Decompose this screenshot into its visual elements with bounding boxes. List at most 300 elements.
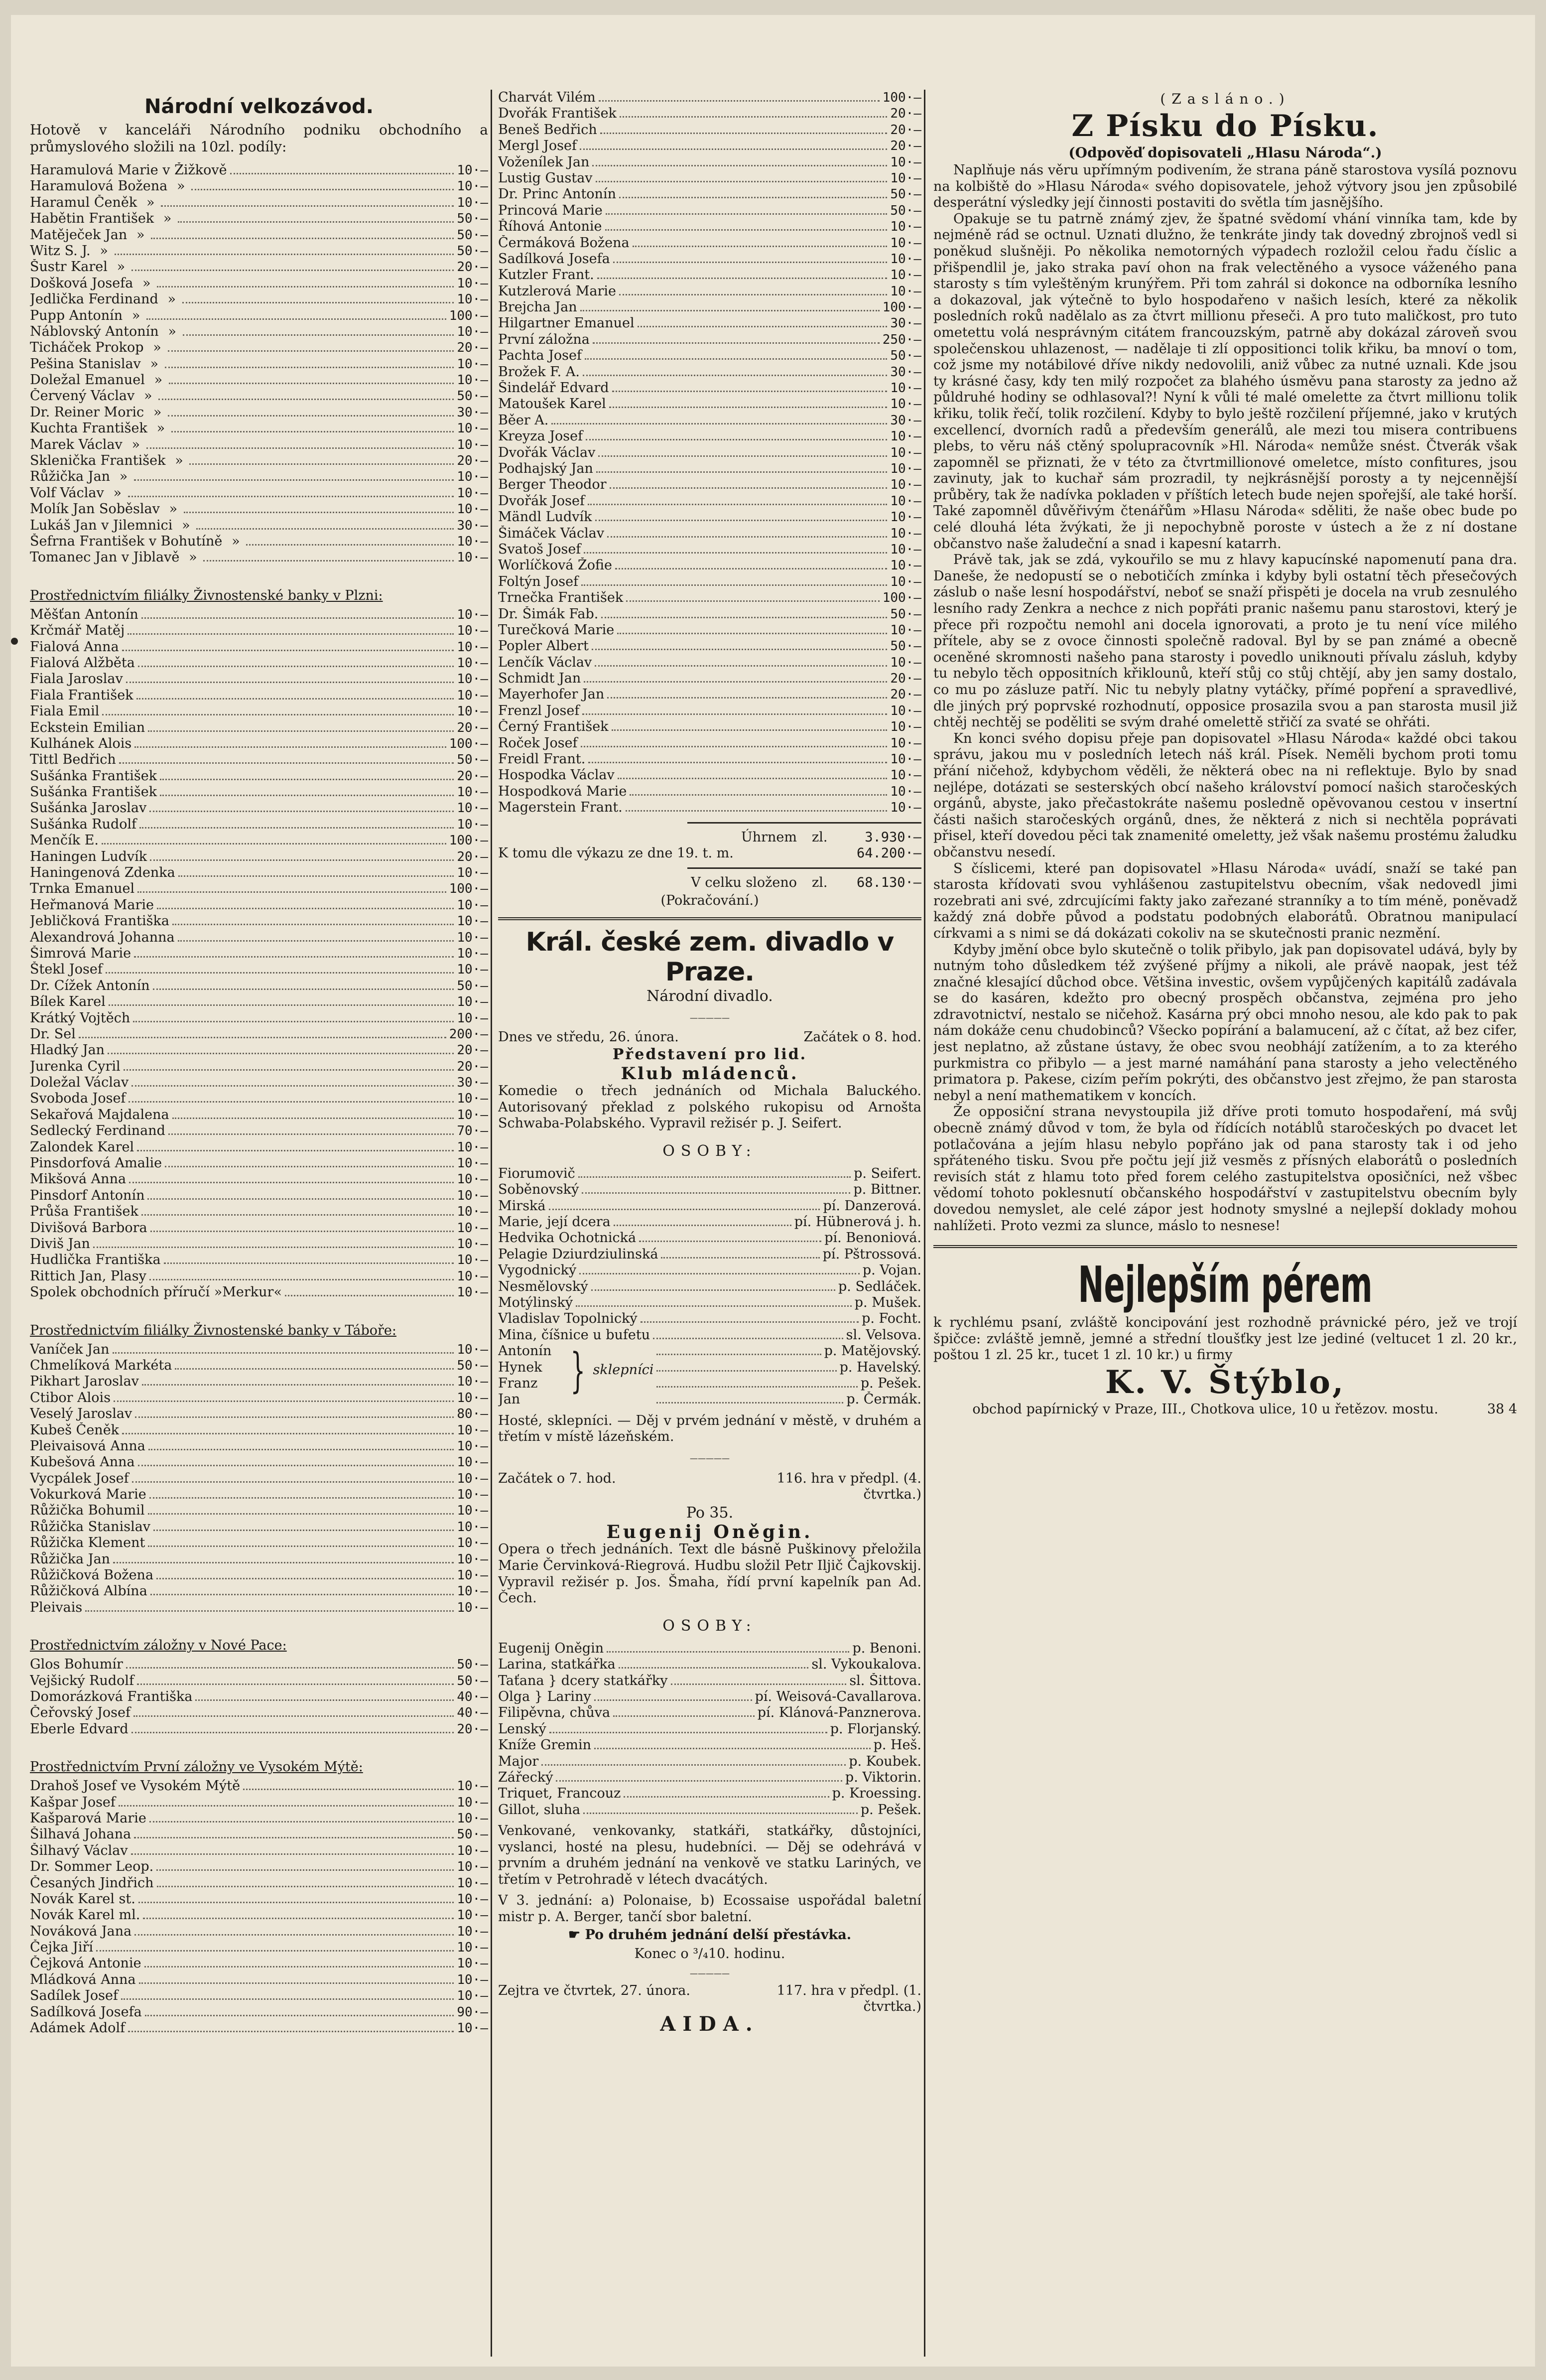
actor-name: p. Mušek. <box>854 1295 921 1311</box>
contribution-amount: 50·— <box>457 978 488 993</box>
contributor-row <box>30 259 488 275</box>
contribution-amount: 10·— <box>890 558 921 573</box>
leader-dots <box>617 633 887 634</box>
leader-dots <box>583 375 887 376</box>
contributor-row <box>498 251 921 267</box>
contribution-amount: 10·— <box>457 1139 488 1155</box>
contributor-name: Hospodková Marie <box>498 783 627 799</box>
contributor-name: Charvát Vilém <box>498 90 596 105</box>
contributor-name: Průša František <box>30 1204 138 1220</box>
ditto-mark: » <box>131 307 140 323</box>
contributor-row <box>30 752 488 768</box>
contributor-name: Pachta Josef <box>498 348 582 364</box>
contributor-name: Drahoš Josef ve Vysokém Mýtě <box>30 1778 241 1794</box>
contributor-name: Pikhart Jaroslav <box>30 1374 139 1390</box>
contributor-name: Fiala Jaroslav <box>30 671 123 687</box>
contributor-row <box>30 1583 488 1599</box>
contributor-name: Mikšová Anna <box>30 1171 127 1187</box>
contribution-amount: 20·— <box>890 671 921 687</box>
leader-dots <box>119 1805 454 1807</box>
role-name: Hedvika Ochotnická <box>498 1230 637 1246</box>
cast-row <box>498 1737 921 1753</box>
leader-dots <box>129 1101 454 1103</box>
sum-label: Úhrnem <box>741 829 797 845</box>
contributor-row <box>30 1123 488 1139</box>
leader-dots <box>133 1021 454 1022</box>
column-1 <box>30 15 488 2367</box>
contributor-name: Beneš Bedřich <box>498 122 597 138</box>
contribution-amount: 30·— <box>457 518 488 533</box>
leader-dots <box>285 1295 454 1296</box>
contribution-amount: 20·— <box>457 1721 488 1737</box>
leader-dots <box>119 762 454 764</box>
contribution-amount: 10·— <box>457 502 488 517</box>
contributor-row <box>30 1471 488 1487</box>
leader-dots <box>134 746 446 748</box>
contribution-amount: 10·— <box>457 865 488 881</box>
leader-dots <box>138 666 454 667</box>
role-name: Motýlinský <box>498 1295 573 1311</box>
leader-dots <box>153 1530 454 1531</box>
contribution-amount: 10·— <box>457 1438 488 1454</box>
contributor-name: Kubešová Anna <box>30 1454 135 1470</box>
contributor-name: Marek Václav <box>30 436 123 452</box>
contributor-name: Dvořák František <box>498 106 617 122</box>
ditto-mark: » <box>100 243 108 259</box>
contributor-row <box>30 865 488 881</box>
contributor-name: Růžička Jan <box>30 1551 111 1567</box>
contributor-name: Matoušek Karel <box>498 396 606 412</box>
contribution-amount: 10·— <box>890 703 921 718</box>
leader-dots <box>619 1667 809 1669</box>
ditto-mark: » <box>131 436 140 452</box>
show3-date: Zejtra ve čtvrtek, 27. února. <box>498 1982 690 1998</box>
contribution-amount: 10·— <box>457 469 488 485</box>
contributor-list <box>30 1778 488 2036</box>
contribution-amount: 10·— <box>457 1237 488 1252</box>
contribution-amount: 10·— <box>457 946 488 961</box>
contributor-row <box>30 211 488 227</box>
contributor-name: Tittl Bedřich <box>30 752 116 768</box>
contribution-amount: 50·— <box>457 1657 488 1673</box>
waiter-name: Antonín <box>498 1343 552 1359</box>
contribution-amount: 10·— <box>457 1859 488 1875</box>
leader-dots <box>581 746 888 747</box>
contribution-amount: 40·— <box>457 1689 488 1704</box>
contributor-name: Hospodka Václav <box>498 767 615 783</box>
show3-play: AIDA. <box>660 2012 760 2036</box>
contributor-name: Lenčík Václav <box>498 654 592 670</box>
contributor-name: Jedlička Ferdinand <box>30 291 158 307</box>
leader-dots <box>612 391 888 392</box>
actor-name: p. Koubek. <box>849 1753 921 1769</box>
contribution-amount: 10·— <box>890 445 921 460</box>
contributor-row <box>30 607 488 623</box>
contribution-amount: 20·— <box>890 122 921 138</box>
contribution-amount: 10·— <box>457 1924 488 1939</box>
contributor-row <box>30 1422 488 1438</box>
contributor-row <box>30 978 488 994</box>
show1-header <box>498 1029 921 1045</box>
actor-name: pí. Benoniová. <box>824 1230 921 1246</box>
previous-row <box>498 845 921 861</box>
actor-name: p. Matějovský. <box>824 1343 921 1359</box>
contributor-row <box>30 1374 488 1390</box>
contributor-name: Krátký Vojtěch <box>30 1010 130 1026</box>
leader-dots <box>580 148 887 150</box>
contributor-row <box>30 1705 488 1721</box>
contributor-name: Náblovský Antonín <box>30 323 159 339</box>
leader-dots <box>610 487 888 489</box>
waiter-name: Hynek <box>498 1359 542 1375</box>
contribution-amount: 10·— <box>457 1811 488 1826</box>
leader-dots <box>147 1198 454 1200</box>
ditto-mark: » <box>182 517 190 533</box>
contributor-row <box>30 1487 488 1503</box>
show2-note: Venkované, venkovanky, statkáři, statkářky, důstojníci, vyslanci, hosté na plesu, hudebníci. — Děj se odehrává v prvním a druhém jednání na venkově ve statku Lariných, ve třetím v Petrohradě v létech dvacátých. <box>498 1823 921 1887</box>
contributor-row <box>498 719 921 735</box>
contributor-row <box>498 574 921 590</box>
contributor-row <box>30 720 488 736</box>
contributor-row <box>498 396 921 412</box>
leader-dots <box>124 1069 454 1071</box>
contribution-amount: 10·— <box>890 735 921 751</box>
show2-end: Konec o ³/₄10. hodinu. <box>634 1946 785 1961</box>
contributor-row <box>30 1657 488 1673</box>
cast-row <box>498 1786 921 1802</box>
leader-dots <box>157 286 454 287</box>
contributor-name: Alexandrová Johanna <box>30 929 175 945</box>
leader-dots <box>160 795 454 796</box>
leader-dots <box>149 811 454 812</box>
contribution-amount: 10·— <box>457 1172 488 1187</box>
contribution-amount: 50·— <box>457 1358 488 1373</box>
waiters-group <box>498 1343 921 1408</box>
leader-dots <box>626 810 888 812</box>
leader-dots <box>178 940 454 942</box>
leader-dots <box>594 1748 871 1749</box>
actor-name: p. Benoni. <box>852 1640 921 1656</box>
article-paragraph: Že opposiční strana nevystoupila již dříve proti tomuto hospodaření, má svůj obecně známý důvod v tom, že byla od řídících notáblů staročeských po dvacet let potlačována a jejím hlasu nebylo popřáno jak od pana starosty tak i od jeho spřáteného tisku. Svou pře počtu její již vesměs z přísných elaborátů o posledních revisích stát z hlamu toto před forem celého zastupitelstva oposičníci, než všbec vědomí tohoto poklesnutí občanského hospodářství v zastupitelstvu obecním byly dovedou nemyslet, ale celé zápor jest hodnoty smyslné a nejlepší doklady mohou nahlížeti. Proto vezmi za slunce, máslo to nesnese! <box>933 1104 1517 1234</box>
continued-note: (Pokračování.) <box>660 892 759 908</box>
contribution-amount: 10·— <box>457 1519 488 1535</box>
contribution-amount: 10·— <box>457 1891 488 1907</box>
contributor-name: Glos Bohumír <box>30 1657 123 1673</box>
actor-name: pí. Danzerová. <box>823 1198 921 1214</box>
total-value: 68.130·— <box>856 875 921 891</box>
contributor-row <box>30 324 488 340</box>
contributor-row <box>30 1843 488 1859</box>
ad-address-row <box>933 1401 1517 1417</box>
short-rule: ————— <box>690 1453 730 1463</box>
contributor-name: Šimrová Marie <box>30 945 131 961</box>
theatre-title: Král. české zem. divadlo v Praze. <box>525 927 894 987</box>
contribution-amount: 10·— <box>457 2021 488 2036</box>
leader-dots <box>584 552 887 554</box>
contributor-row <box>498 445 921 461</box>
leader-dots <box>144 1966 454 1967</box>
leader-dots <box>113 1352 454 1354</box>
actor-name: p. Kroessing. <box>832 1786 921 1802</box>
contributor-name: Sušánka František <box>30 784 157 800</box>
leader-dots <box>599 100 880 102</box>
leader-dots <box>146 447 454 449</box>
contribution-amount: 10·— <box>890 251 921 267</box>
role-name: Larina, statkářka <box>498 1657 616 1673</box>
contributor-row <box>30 1026 488 1042</box>
leader-dots <box>196 528 454 530</box>
leader-dots <box>638 326 888 327</box>
contributor-row <box>30 671 488 687</box>
contribution-amount: 10·— <box>457 1422 488 1438</box>
contribution-amount: 70·— <box>457 1123 488 1139</box>
contributor-row <box>30 1284 488 1300</box>
waiters-label: sklepníci <box>593 1362 654 1378</box>
contribution-amount: 10·— <box>457 1536 488 1551</box>
leader-dots <box>168 350 454 352</box>
contribution-amount: 10·— <box>457 1268 488 1284</box>
show1-play: Klub mládenců. <box>621 1064 799 1084</box>
contributor-name: Kubeš Čeněk <box>30 1422 120 1438</box>
contribution-amount: 50·— <box>890 187 921 202</box>
contributor-list <box>30 162 488 566</box>
contribution-amount: 10·— <box>457 163 488 178</box>
contributor-row <box>30 1811 488 1826</box>
leader-dots <box>137 891 446 893</box>
contributor-row <box>30 1171 488 1187</box>
role-name: Marie, její dcera <box>498 1214 611 1230</box>
leader-dots <box>146 318 446 320</box>
contributor-row <box>30 1859 488 1875</box>
total-label: V celku složeno <box>691 875 797 891</box>
contribution-amount: 80·— <box>457 1406 488 1422</box>
contributor-name: Divišová Barbora <box>30 1220 147 1236</box>
contributor-row <box>30 1438 488 1454</box>
contributor-row <box>498 219 921 235</box>
contributor-name: Haramulová Marie v Žižkově <box>30 162 227 178</box>
leader-dots <box>153 988 454 990</box>
contributor-name: Dr. Sommer Leop. <box>30 1859 154 1875</box>
leader-dots <box>620 116 887 118</box>
leader-dots <box>172 1118 454 1119</box>
role-name: Taťana } dcery statkářky <box>498 1673 668 1688</box>
leader-dots <box>145 2015 454 2016</box>
contributor-row <box>30 453 488 469</box>
contributor-name: Doležal Emanuel <box>30 372 145 388</box>
show2-subscription: 116. hra v předpl. (4. čtvrtka.) <box>776 1471 921 1503</box>
contributor-name: Princová Marie <box>498 202 603 218</box>
leader-dots <box>549 1732 827 1733</box>
contributor-row <box>30 1042 488 1058</box>
short-rule: ————— <box>690 1012 730 1022</box>
contribution-amount: 10·— <box>457 534 488 549</box>
contributor-name: Růžička Jan <box>30 469 111 485</box>
contributor-name: Brožek F. A. <box>498 364 580 380</box>
leader-dots <box>115 254 454 255</box>
section-title: Národní velkozávod. <box>144 95 374 118</box>
leader-dots <box>630 794 887 796</box>
leader-dots <box>108 1053 454 1054</box>
contributor-name: Brejcha Jan <box>498 299 577 315</box>
contributor-row <box>30 1220 488 1236</box>
contributor-row <box>30 372 488 388</box>
contribution-amount: 10·— <box>457 897 488 913</box>
contribution-amount: 10·— <box>457 1390 488 1405</box>
article-paragraph: Právě tak, jak se zdá, vykouřilo se mu z hlavy kapucínské napomenutí pana dra. Daneše, že nedopustí se o nebotičích zmínka i kdyby byli ostatní těch přesečových záslub o naše lesní hospodářství, neboť se snaží přispěti je docela na vrub zesnulého lesního rady Zenkra a nechce z nich popřáti pranic našemu panu starostovi, který je přece při rozpočtu nemohl ani docela ignorovati, a proto je tu není více milého přítele, aby se z ovoce činnosti společně radoval. Byl by se pan známé a obecně oceněné skromnosti našeho pana starosty i povedlo uniknouti přívalu zásluh, kdyby tu nebylo těch oppositních křiklounů, kteří stůj co stůj chtějí, aby jen samy dostalo, co mu po zásluze patří. Nic tu nebyly platny vytáčky, přímé popření a spravedlivé, dle jiných prý poprvské rozhodnutí, opposice prosazila svou a pan starosta musil již chtěj nechtěj se poděliti se svým drahé omelettě střičí za svaté se ohřáti. <box>933 552 1517 730</box>
contributor-row <box>30 1988 488 2004</box>
contribution-amount: 10·— <box>457 962 488 978</box>
contributor-row <box>30 2020 488 2036</box>
contributor-name: Foltýn Josef <box>498 573 579 589</box>
intro-text: Hotově v kanceláři Národního podniku obchodního a průmyslového složili na 10zl. podíly: <box>30 122 488 155</box>
role-name: Triquet, Francouz <box>498 1786 621 1802</box>
waiter-name: Jan <box>498 1392 520 1407</box>
contributor-row <box>498 413 921 428</box>
leader-dots <box>661 1257 819 1259</box>
contributor-name: Štekl Josef <box>30 962 103 978</box>
cast-row <box>498 1214 921 1230</box>
show1-date: Dnes ve středu, 26. února. <box>498 1029 679 1045</box>
ad-text: k rychlému psaní, zvláště koncipování jest rozhodně právnické péro, jež ve trojí špičce: zvláště jemně, jemné a střední tloušťky jest lze jediné (veltucet 1 zl. 20 kr., poštou 1 zl. 25 kr., tucet 1 zl. 10 kr.) u firmy <box>933 1315 1517 1363</box>
total-rule <box>687 867 921 869</box>
contribution-amount: 10·— <box>457 1779 488 1794</box>
leader-dots <box>126 1667 454 1669</box>
contribution-amount: 10·— <box>457 1584 488 1599</box>
leader-dots <box>596 181 888 182</box>
theatre-subtitle: Národní divadlo. <box>646 987 773 1005</box>
leader-dots <box>230 173 454 174</box>
leader-dots <box>131 1853 454 1855</box>
leader-dots <box>578 1176 851 1178</box>
contribution-amount: 30·— <box>890 316 921 331</box>
contribution-amount: 10·— <box>890 784 921 799</box>
leader-dots <box>614 1225 791 1226</box>
contribution-amount: 10·— <box>457 485 488 501</box>
leader-dots <box>541 1764 846 1766</box>
contribution-amount: 10·— <box>890 655 921 670</box>
actor-name: p. Pešek. <box>860 1802 921 1818</box>
actor-name: pí. Weisová-Cavallarova. <box>755 1688 921 1704</box>
actor-name: p. Čermák. <box>846 1392 921 1407</box>
contribution-amount: 20·— <box>457 720 488 735</box>
contribution-amount: 10·— <box>890 493 921 509</box>
leader-dots <box>157 908 454 909</box>
role-name: Vladislav Topolnický <box>498 1311 638 1327</box>
ditto-mark: » <box>189 550 197 565</box>
contributor-name: Jurenka Cyril <box>30 1058 121 1074</box>
contribution-amount: 10·— <box>457 1875 488 1891</box>
contribution-amount: 30·— <box>457 1075 488 1091</box>
contributor-row <box>30 501 488 517</box>
leader-dots <box>148 1449 454 1450</box>
contribution-amount: 10·— <box>457 801 488 816</box>
contributor-name: Dr. Cížek Antonín <box>30 978 150 993</box>
contributor-name: Šustr Karel <box>30 259 108 275</box>
ditto-mark: » <box>136 227 145 243</box>
leader-dots <box>595 665 887 667</box>
contributor-row <box>30 162 488 178</box>
contributor-row <box>498 186 921 202</box>
article-paragraph: S číslicemi, které pan dopisovatel »Hlasu Národa« uvádí, snaží se také pan starosta křídovati svou vyhlášenou zastupitelstvu obecním, však nedovedl jimi rozebrati ani své, zdrcujícími fakty jako zařezané stranníky a to tím méně, poněvadž každý zná dobře původ a podstatu podobných elaborátů. Obratnou manipulací církvami a s nimi se dá dokázati cokoliv na se skutečnosti pranic nezmění. <box>933 860 1517 941</box>
cast-row <box>498 1262 921 1278</box>
contributor-name: Lustig Gustav <box>498 170 593 186</box>
cast-heading: OSOBY: <box>662 1617 757 1635</box>
contributor-name: Hladký Jan <box>30 1042 105 1058</box>
leader-dots <box>613 1715 755 1717</box>
contributor-row <box>30 913 488 929</box>
contributor-name: Sadílková Josefa <box>30 2004 142 2020</box>
contribution-amount: 10·— <box>890 429 921 444</box>
contributor-row <box>30 1826 488 1842</box>
contribution-amount: 10·— <box>457 1010 488 1026</box>
contributor-name: Dvořák Josef <box>498 493 585 509</box>
contributor-row <box>30 736 488 752</box>
actor-name: sl. Velsova. <box>846 1327 921 1343</box>
role-name: Soběnovský <box>498 1182 579 1198</box>
contribution-amount: 10·— <box>890 283 921 299</box>
contributor-name: Pinsdorf Antonín <box>30 1187 145 1203</box>
leader-dots <box>592 649 888 650</box>
leader-dots <box>626 600 879 602</box>
contributor-row <box>498 235 921 251</box>
leader-dots <box>171 431 454 432</box>
contributor-row <box>30 550 488 565</box>
leader-dots <box>156 1869 454 1871</box>
contribution-amount: 10·— <box>457 195 488 210</box>
contribution-amount: 50·— <box>457 1673 488 1688</box>
contributor-row <box>498 332 921 348</box>
leader-dots <box>151 238 454 239</box>
contributor-row <box>30 1891 488 1907</box>
contributor-row <box>30 784 488 800</box>
leader-dots <box>109 1004 454 1006</box>
actor-name: p. Sedláček. <box>838 1278 921 1294</box>
contributor-name: Diviš Jan <box>30 1236 90 1252</box>
contributor-name: Trnka Emanuel <box>30 881 135 897</box>
contribution-amount: 10·— <box>890 477 921 493</box>
contributor-name: Sklenička František <box>30 453 166 469</box>
leader-dots <box>128 633 454 635</box>
contributor-row <box>498 751 921 767</box>
contributor-name: Mládková Anna <box>30 1971 136 1987</box>
contributor-row <box>498 703 921 719</box>
show3-subscription: 117. hra v předpl. (1. čtvrtka.) <box>776 1982 921 2015</box>
contribution-amount: 10·— <box>457 1285 488 1300</box>
contributor-name: Bílek Karel <box>30 994 106 1010</box>
contribution-amount: 10·— <box>890 154 921 170</box>
leader-dots <box>102 843 446 844</box>
cast-row <box>498 1311 921 1327</box>
contributor-row <box>30 356 488 372</box>
contributor-name: Hilgartner Emanuel <box>498 315 635 331</box>
contributor-name: Pleivais <box>30 1599 83 1615</box>
contributor-name: Zalondek Karel <box>30 1139 134 1155</box>
contributor-row <box>30 1454 488 1470</box>
contributor-name: Hudlička Františka <box>30 1252 161 1268</box>
leader-dots <box>182 302 454 303</box>
contribution-amount: 10·— <box>457 639 488 655</box>
actor-name: p. Focht. <box>862 1311 921 1327</box>
contribution-amount: 10·— <box>457 292 488 307</box>
contributor-name: Sušánka Rudolf <box>30 816 137 832</box>
leader-dots <box>137 1150 454 1151</box>
contribution-amount: 10·— <box>890 622 921 638</box>
section-heading: Prostřednictvím filiálky Živnostenské banky v Plzni: <box>30 587 383 603</box>
contributor-name: Jebličková Františka <box>30 913 169 929</box>
contributor-name: Turečková Marie <box>498 622 615 638</box>
contributor-list <box>30 1657 488 1737</box>
ditto-mark: » <box>175 453 183 469</box>
